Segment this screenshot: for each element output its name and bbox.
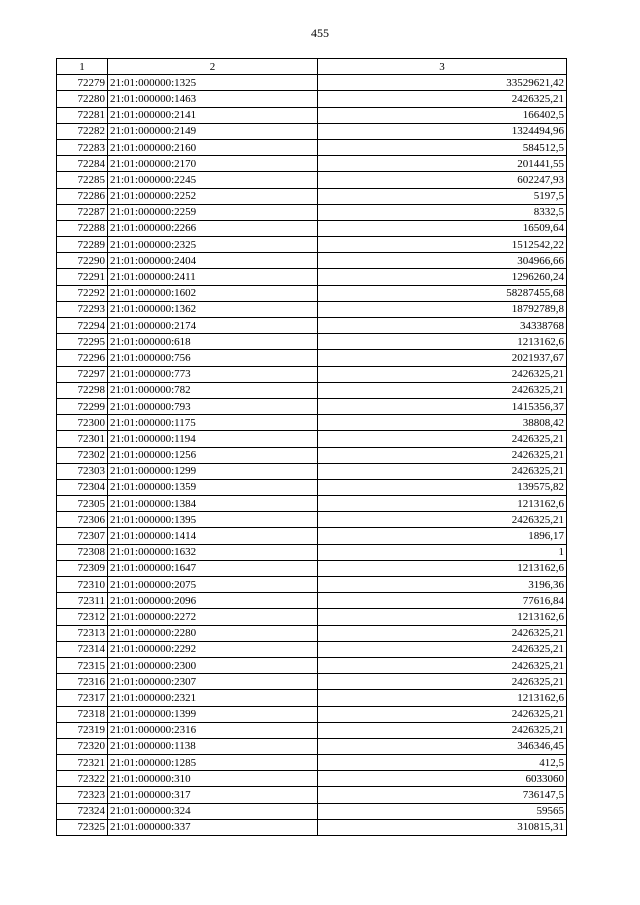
value-cell: 346346,45 — [318, 738, 567, 754]
page-number: 455 — [311, 26, 329, 40]
value-cell: 38808,42 — [318, 415, 567, 431]
table-row — [57, 496, 567, 512]
row-number-cell: 72297 — [57, 366, 108, 382]
table-row — [57, 787, 567, 803]
table-row — [57, 690, 567, 706]
cadastral-code-cell: 21:01:000000:2245 — [108, 172, 318, 188]
table-row — [57, 172, 567, 188]
value-cell: 304966,66 — [318, 253, 567, 269]
row-number-cell: 72318 — [57, 706, 108, 722]
row-number-cell: 72284 — [57, 156, 108, 172]
table-row — [57, 269, 567, 285]
table-row — [57, 75, 567, 91]
value-cell: 2426325,21 — [318, 706, 567, 722]
cadastral-code-cell: 21:01:000000:2174 — [108, 318, 318, 334]
table-row — [57, 91, 567, 107]
value-cell: 8332,5 — [318, 204, 567, 220]
cadastral-code-cell: 21:01:000000:2307 — [108, 674, 318, 690]
cadastral-code-cell: 21:01:000000:782 — [108, 382, 318, 398]
cadastral-code-cell: 21:01:000000:1194 — [108, 431, 318, 447]
value-cell: 6033060 — [318, 771, 567, 787]
row-number-cell: 72280 — [57, 91, 108, 107]
row-number-cell: 72293 — [57, 301, 108, 317]
cadastral-code-cell: 21:01:000000:793 — [108, 398, 318, 414]
value-cell: 2021937,67 — [318, 350, 567, 366]
table-row — [57, 253, 567, 269]
row-number-cell: 72290 — [57, 253, 108, 269]
cadastral-code-cell: 21:01:000000:773 — [108, 366, 318, 382]
cadastral-code-cell: 21:01:000000:2266 — [108, 220, 318, 236]
value-cell: 2426325,21 — [318, 625, 567, 641]
row-number-cell: 72306 — [57, 512, 108, 528]
value-cell: 1 — [318, 544, 567, 560]
value-cell: 1213162,6 — [318, 496, 567, 512]
column-header-value: 3 — [318, 59, 567, 75]
value-cell: 1324494,96 — [318, 123, 567, 139]
value-cell: 77616,84 — [318, 593, 567, 609]
row-number-cell: 72321 — [57, 755, 108, 771]
cadastral-code-cell: 21:01:000000:618 — [108, 334, 318, 350]
row-number-cell: 72301 — [57, 431, 108, 447]
row-number-cell: 72303 — [57, 463, 108, 479]
table-row — [57, 398, 567, 414]
row-number-cell: 72309 — [57, 560, 108, 576]
table-row — [57, 285, 567, 301]
row-number-cell: 72298 — [57, 382, 108, 398]
row-number-cell: 72282 — [57, 123, 108, 139]
table-row — [57, 577, 567, 593]
registry-table — [56, 58, 567, 836]
row-number-cell: 72307 — [57, 528, 108, 544]
value-cell: 412,5 — [318, 755, 567, 771]
value-cell: 34338768 — [318, 318, 567, 334]
value-cell: 1415356,37 — [318, 398, 567, 414]
cadastral-code-cell: 21:01:000000:2300 — [108, 657, 318, 673]
row-number-cell: 72323 — [57, 787, 108, 803]
value-cell: 1213162,6 — [318, 334, 567, 350]
table-row — [57, 771, 567, 787]
table-row — [57, 204, 567, 220]
cadastral-code-cell: 21:01:000000:1325 — [108, 75, 318, 91]
table-row — [57, 139, 567, 155]
table-row — [57, 819, 567, 835]
cadastral-code-cell: 21:01:000000:2411 — [108, 269, 318, 285]
value-cell: 1296260,24 — [318, 269, 567, 285]
row-number-cell: 72294 — [57, 318, 108, 334]
cadastral-code-cell: 21:01:000000:2141 — [108, 107, 318, 123]
cadastral-code-cell: 21:01:000000:1138 — [108, 738, 318, 754]
row-number-cell: 72302 — [57, 447, 108, 463]
table-row — [57, 237, 567, 253]
value-cell: 2426325,21 — [318, 641, 567, 657]
cadastral-code-cell: 21:01:000000:1399 — [108, 706, 318, 722]
row-number-cell: 72287 — [57, 204, 108, 220]
row-number-cell: 72324 — [57, 803, 108, 819]
cadastral-code-cell: 21:01:000000:2292 — [108, 641, 318, 657]
value-cell: 166402,5 — [318, 107, 567, 123]
row-number-cell: 72279 — [57, 75, 108, 91]
row-number-cell: 72317 — [57, 690, 108, 706]
row-number-cell: 72308 — [57, 544, 108, 560]
table-row — [57, 382, 567, 398]
cadastral-code-cell: 21:01:000000:2321 — [108, 690, 318, 706]
row-number-cell: 72296 — [57, 350, 108, 366]
cadastral-code-cell: 21:01:000000:2075 — [108, 577, 318, 593]
row-number-cell: 72292 — [57, 285, 108, 301]
cadastral-code-cell: 21:01:000000:2272 — [108, 609, 318, 625]
cadastral-code-cell: 21:01:000000:1362 — [108, 301, 318, 317]
table-row — [57, 366, 567, 382]
cadastral-code-cell: 21:01:000000:2259 — [108, 204, 318, 220]
table-row — [57, 220, 567, 236]
cadastral-code-cell: 21:01:000000:2170 — [108, 156, 318, 172]
cadastral-code-cell: 21:01:000000:2160 — [108, 139, 318, 155]
table-row — [57, 318, 567, 334]
table-row — [57, 706, 567, 722]
value-cell: 602247,93 — [318, 172, 567, 188]
row-number-cell: 72312 — [57, 609, 108, 625]
value-cell: 2426325,21 — [318, 512, 567, 528]
table-row — [57, 512, 567, 528]
row-number-cell: 72305 — [57, 496, 108, 512]
table-row — [57, 544, 567, 560]
value-cell: 584512,5 — [318, 139, 567, 155]
cadastral-code-cell: 21:01:000000:1285 — [108, 755, 318, 771]
table-row — [57, 803, 567, 819]
value-cell: 2426325,21 — [318, 447, 567, 463]
value-cell: 2426325,21 — [318, 431, 567, 447]
value-cell: 2426325,21 — [318, 674, 567, 690]
table-row — [57, 657, 567, 673]
cadastral-code-cell: 21:01:000000:324 — [108, 803, 318, 819]
value-cell: 736147,5 — [318, 787, 567, 803]
row-number-cell: 72304 — [57, 479, 108, 495]
cadastral-code-cell: 21:01:000000:1463 — [108, 91, 318, 107]
row-number-cell: 72315 — [57, 657, 108, 673]
row-number-cell: 72316 — [57, 674, 108, 690]
cadastral-code-cell: 21:01:000000:2096 — [108, 593, 318, 609]
row-number-cell: 72281 — [57, 107, 108, 123]
value-cell: 58287455,68 — [318, 285, 567, 301]
cadastral-code-cell: 21:01:000000:2149 — [108, 123, 318, 139]
row-number-cell: 72320 — [57, 738, 108, 754]
value-cell: 16509,64 — [318, 220, 567, 236]
cadastral-code-cell: 21:01:000000:1602 — [108, 285, 318, 301]
value-cell: 1213162,6 — [318, 609, 567, 625]
cadastral-code-cell: 21:01:000000:1256 — [108, 447, 318, 463]
value-cell: 1213162,6 — [318, 560, 567, 576]
table-row — [57, 107, 567, 123]
table-row — [57, 755, 567, 771]
cadastral-code-cell: 21:01:000000:2280 — [108, 625, 318, 641]
row-number-cell: 72322 — [57, 771, 108, 787]
value-cell: 310815,31 — [318, 819, 567, 835]
table-row — [57, 528, 567, 544]
value-cell: 1896,17 — [318, 528, 567, 544]
cadastral-code-cell: 21:01:000000:1299 — [108, 463, 318, 479]
cadastral-code-cell: 21:01:000000:2325 — [108, 237, 318, 253]
cadastral-code-cell: 21:01:000000:1632 — [108, 544, 318, 560]
row-number-cell: 72313 — [57, 625, 108, 641]
row-number-cell: 72310 — [57, 577, 108, 593]
column-header-cadastral-code: 2 — [108, 59, 318, 75]
cadastral-code-cell: 21:01:000000:1414 — [108, 528, 318, 544]
row-number-cell: 72283 — [57, 139, 108, 155]
table-row — [57, 350, 567, 366]
value-cell: 2426325,21 — [318, 722, 567, 738]
table-row — [57, 447, 567, 463]
cadastral-code-cell: 21:01:000000:1359 — [108, 479, 318, 495]
row-number-cell: 72288 — [57, 220, 108, 236]
table-row — [57, 479, 567, 495]
table-row — [57, 738, 567, 754]
cadastral-code-cell: 21:01:000000:2252 — [108, 188, 318, 204]
cadastral-code-cell: 21:01:000000:317 — [108, 787, 318, 803]
cadastral-code-cell: 21:01:000000:1395 — [108, 512, 318, 528]
value-cell: 2426325,21 — [318, 91, 567, 107]
value-cell: 2426325,21 — [318, 382, 567, 398]
table-row — [57, 463, 567, 479]
table-row — [57, 188, 567, 204]
row-number-cell: 72286 — [57, 188, 108, 204]
table-body — [57, 75, 567, 836]
row-number-cell: 72319 — [57, 722, 108, 738]
value-cell: 201441,55 — [318, 156, 567, 172]
table-row — [57, 593, 567, 609]
header-row — [57, 59, 567, 75]
value-cell: 1213162,6 — [318, 690, 567, 706]
table-row — [57, 123, 567, 139]
table-row — [57, 560, 567, 576]
cadastral-code-cell: 21:01:000000:2316 — [108, 722, 318, 738]
cadastral-code-cell: 21:01:000000:1175 — [108, 415, 318, 431]
table-row — [57, 415, 567, 431]
table-row — [57, 431, 567, 447]
cadastral-code-cell: 21:01:000000:2404 — [108, 253, 318, 269]
value-cell: 2426325,21 — [318, 366, 567, 382]
row-number-cell: 72314 — [57, 641, 108, 657]
value-cell: 2426325,21 — [318, 657, 567, 673]
row-number-cell: 72311 — [57, 593, 108, 609]
row-number-cell: 72295 — [57, 334, 108, 350]
row-number-cell: 72291 — [57, 269, 108, 285]
cadastral-code-cell: 21:01:000000:1647 — [108, 560, 318, 576]
row-number-cell: 72289 — [57, 237, 108, 253]
row-number-cell: 72300 — [57, 415, 108, 431]
value-cell: 59565 — [318, 803, 567, 819]
row-number-cell: 72325 — [57, 819, 108, 835]
value-cell: 139575,82 — [318, 479, 567, 495]
table-row — [57, 641, 567, 657]
table-row — [57, 156, 567, 172]
table-row — [57, 722, 567, 738]
row-number-cell: 72299 — [57, 398, 108, 414]
cadastral-code-cell: 21:01:000000:1384 — [108, 496, 318, 512]
row-number-cell: 72285 — [57, 172, 108, 188]
table-row — [57, 625, 567, 641]
table-row — [57, 674, 567, 690]
cadastral-code-cell: 21:01:000000:756 — [108, 350, 318, 366]
table-row — [57, 609, 567, 625]
table-row — [57, 301, 567, 317]
column-header-number: 1 — [57, 59, 108, 75]
value-cell: 2426325,21 — [318, 463, 567, 479]
value-cell: 18792789,8 — [318, 301, 567, 317]
table-row — [57, 334, 567, 350]
cadastral-code-cell: 21:01:000000:337 — [108, 819, 318, 835]
value-cell: 33529621,42 — [318, 75, 567, 91]
value-cell: 3196,36 — [318, 577, 567, 593]
value-cell: 1512542,22 — [318, 237, 567, 253]
cadastral-code-cell: 21:01:000000:310 — [108, 771, 318, 787]
value-cell: 5197,5 — [318, 188, 567, 204]
